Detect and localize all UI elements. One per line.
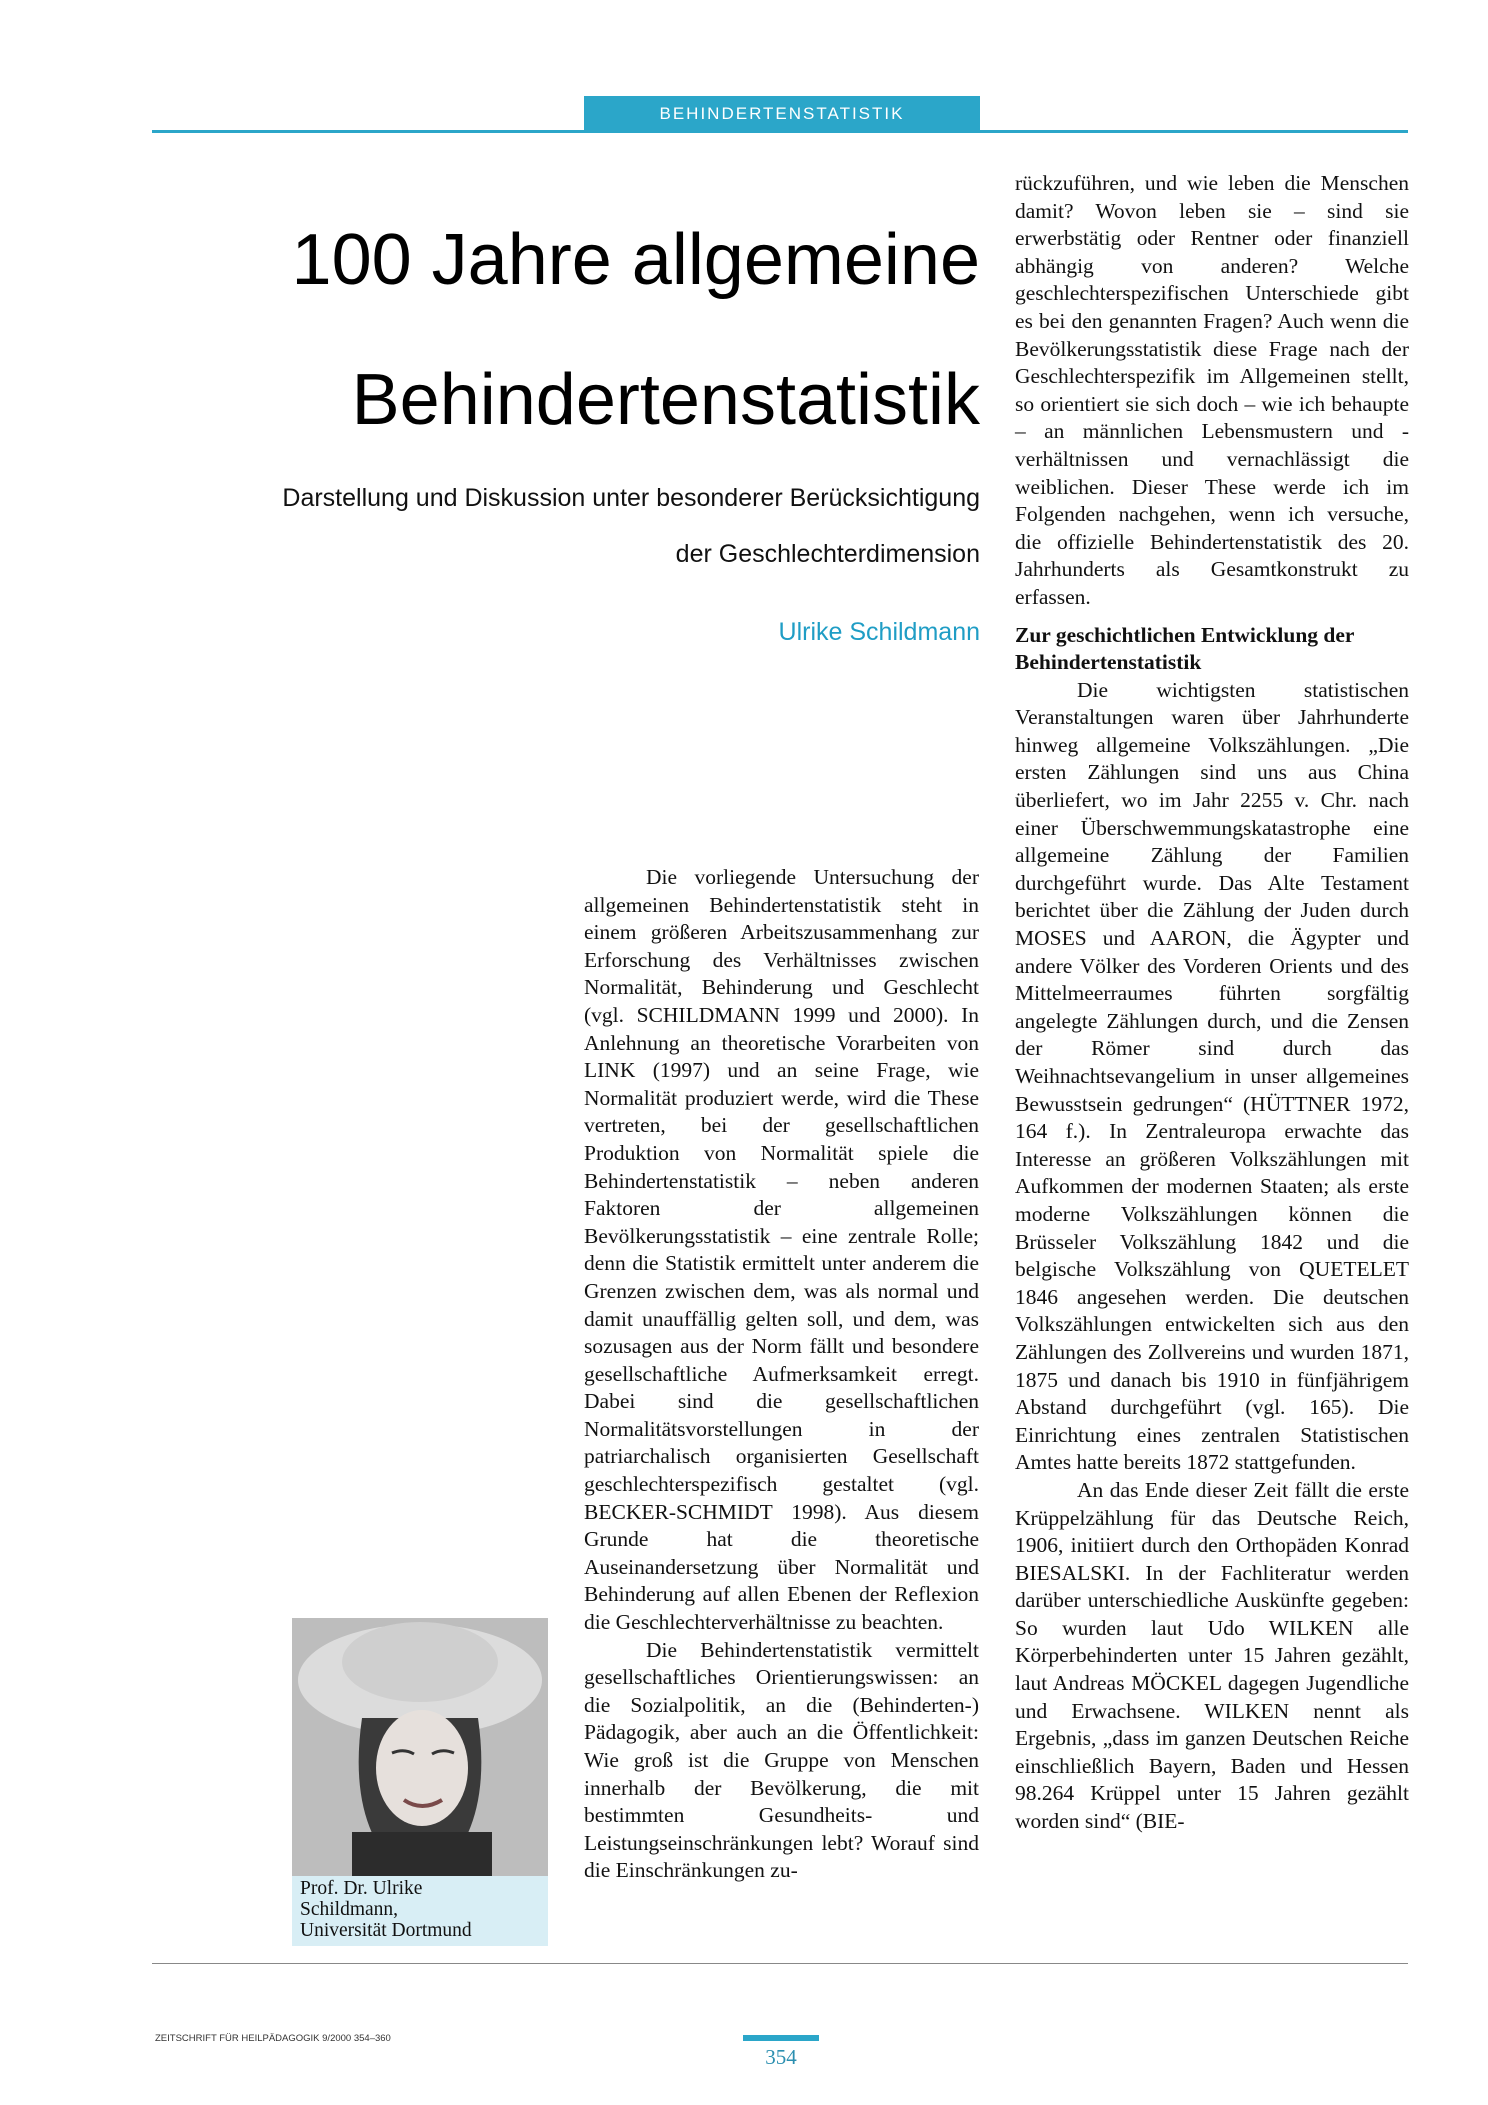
caption-line-1: Prof. Dr. Ulrike xyxy=(300,1878,423,1899)
page-number-bar xyxy=(743,2035,819,2041)
title-line-2: Behindertenstatistik xyxy=(351,360,980,440)
section-heading: Zur geschichtlichen Entwicklung der Behindertenstatistik xyxy=(1015,622,1355,675)
paragraph: Die vorliegende Untersuchung der allgemeinen Behindertenstatistik steht in einem größeren Arbeitszusammenhang zur Erforschung des Verhältnisses zwischen Normalität, Behinderung und Geschlecht (vgl. SCHILDMANN 1999 und 2000). In Anlehnung an theoretische Vorarbeiten von LINK (1997) und an seine Frage, wie Normalität produziert werde, wird die These vertreten, bei der gesellschaftlichen Produktion von Normalität spiele die Behindertenstatistik – neben anderen Faktoren der allgemeinen Bevölkerungsstatistik – eine zentrale Rolle; denn die Statistik ermittelt unter anderem die Grenzen zwischen dem, was als normal und damit unauffällig gelten soll, und dem, was sozusagen aus der Norm fällt und besondere gesellschaftliche Aufmerksamkeit erregt. Dabei sind die gesellschaftlichen Normalitätsvorstellungen in der patriarchalisch organisierten Gesellschaft geschlechterspezifisch gestaltet (vgl. BECKER-SCHMIDT 1998). Aus diesem Grunde hat die theoretische Auseinandersetzung über Normalität und Behinderung auf allen Ebenen der Reflexion die Geschlechterverhältnisse zu beachten. xyxy=(584,865,979,1635)
top-rule xyxy=(152,130,1408,133)
subtitle-line-2: der Geschlechterdimension xyxy=(675,540,980,568)
journal-citation: ZEITSCHRIFT FÜR HEILPÄDAGOGIK 9/2000 354–360 xyxy=(155,2033,391,2044)
paragraph: Die wichtigsten statistischen Veranstaltungen waren über Jahrhunderte hinweg allgemeine Volkszählungen. „Die ersten Zählungen sind uns aus China überliefert, wo im Jahr 2255 v. Chr. nach einer Überschwemmungskatastrophe eine allgemeine Zählung der Familien durchgeführt wurde. Das Alte Testament berichtet über die Zählung der Juden durch MOSES und AARON, die Ägypter und andere Völker des Vorderen Orients und des Mittelmeerraumes führten sorgfältig angelegte Zählungen durch, und die Zensen der Römer sind durch das Weihnachtsevangelium in unser allgemeines Bewusstsein gedrungen“ (HÜTTNER 1972, 164 f.). In Zentraleuropa erwachte das Interesse an größeren Volkszählungen mit Aufkommen der modernen Staaten; als erste moderne Volkszählungen können die Brüsseler Volkszählung 1842 und die belgische Volkszählung von QUETELET 1846 angesehen werden. Die deutschen Volkszählungen entwickelten sich aus den Zählungen des Zollvereins und wurden 1871, 1875 und danach bis 1910 in fünfjährigem Abstand durchgeführt (vgl. 165). Die Einrichtung eines zentralen Statistischen Amtes hatte bereits 1872 stattgefunden. xyxy=(1015,677,1409,1475)
body-column-middle xyxy=(584,864,979,1885)
section-header-tab: BEHINDERTENSTATISTIK xyxy=(584,96,980,132)
paragraph: An das Ende dieser Zeit fällt die erste Krüppelzählung für das Deutsche Reich, 1906, initiiert durch den Orthopäden Konrad BIESALSKI. In der Fachliteratur werden darüber unterschiedliche Auskünfte gegeben: So wurden laut Udo WILKEN alle Körperbehinderten unter 15 Jahren gezählt, laut Andreas MÖCKEL dagegen Jugendliche und Erwachsene. WILKEN nennt als Ergebnis, „dass im ganzen Deutschen Reiche einschließlich Bayern, Baden und Hessen 98.264 Krüppel unter 15 Jahren gezählt worden sind“ (BIE- xyxy=(1015,1477,1409,1834)
article-subtitle xyxy=(200,470,980,582)
photo-caption xyxy=(292,1876,548,1946)
body-column-right xyxy=(1015,170,1409,1836)
title-line-1: 100 Jahre allgemeine xyxy=(291,220,980,300)
paragraph: Die Behindertenstatistik vermittelt gesellschaftliches Orientierungswissen: an die Sozialpolitik, an die (Behinderten-) Pädagogik, aber auch an die Öffentlichkeit: Wie groß ist die Gruppe von Menschen innerhalb der Bevölkerung, die mit bestimmten Gesundheits- und Leistungseinschränkungen lebt? Worauf sind die Einschränkungen zu- xyxy=(584,1637,979,1883)
article-author: Ulrike Schildmann xyxy=(778,618,980,646)
article-title xyxy=(160,190,980,470)
caption-line-3: Universität Dortmund xyxy=(300,1920,472,1941)
caption-line-2: Schildmann, xyxy=(300,1899,399,1920)
subtitle-line-1: Darstellung und Diskussion unter besonderer Berücksichtigung xyxy=(282,484,980,512)
author-portrait-photo xyxy=(292,1618,548,1876)
portrait-illustration xyxy=(292,1618,548,1876)
paragraph: rückzuführen, und wie leben die Menschen damit? Wovon leben sie – sind sie erwerbstätig oder Rentner oder finanziell abhängig von anderen? Welche geschlechterspezifischen Unterschiede gibt es bei den genannten Fragen? Auch wenn die Bevölkerungsstatistik diese Frage nach der Geschlechterspezifik im Allgemeinen stellt, so orientiert sie sich doch – wie ich behaupte – an männlichen Lebensmustern und -verhältnissen und vernachlässigt die weiblichen. Dieser These werde ich im Folgenden nachgehen, wenn ich versuche, die offizielle Behindertenstatistik des 20. Jahrhunderts als Gesamtkonstrukt zu erfassen. xyxy=(1015,171,1409,609)
page-number: 354 xyxy=(765,2045,797,2069)
bottom-rule xyxy=(152,1963,1408,1964)
